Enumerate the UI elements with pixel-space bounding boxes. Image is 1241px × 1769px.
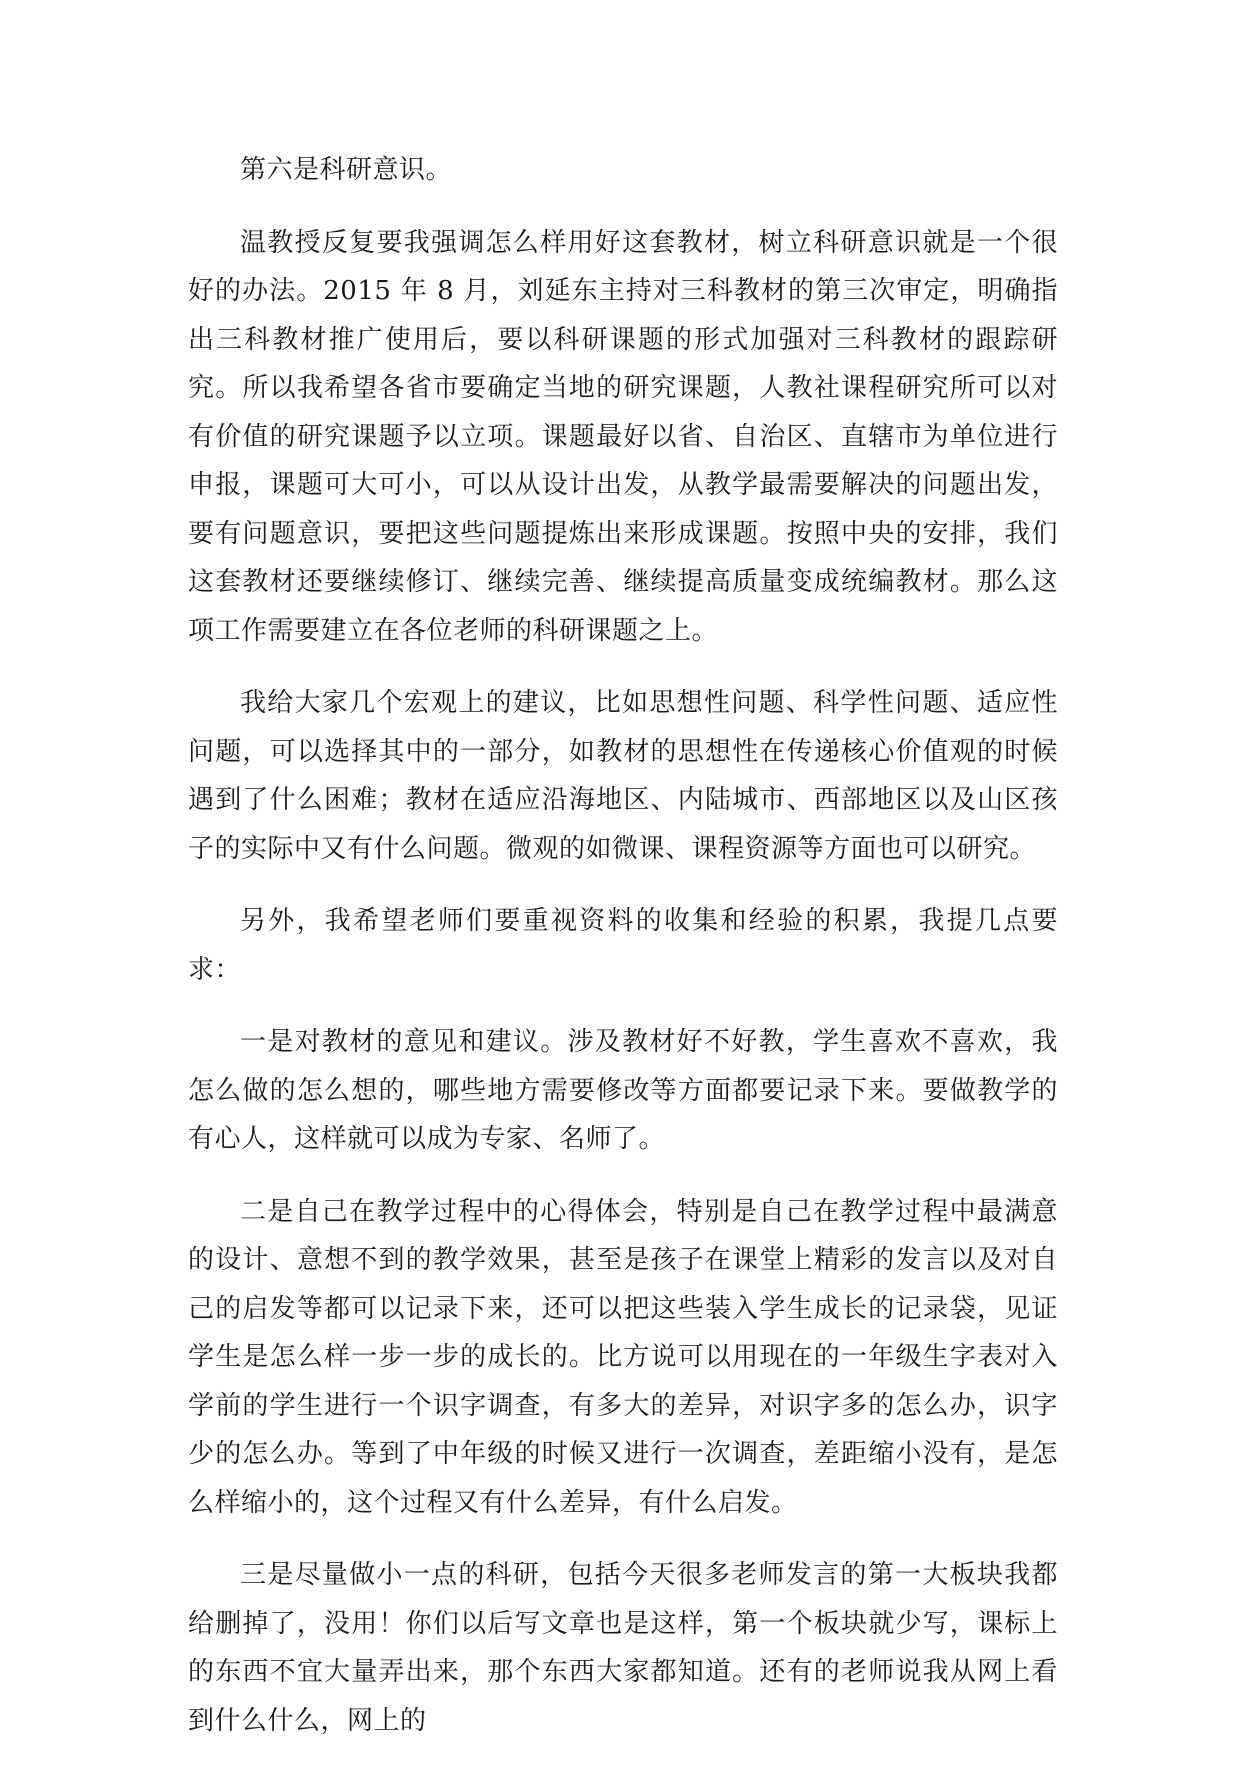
paragraph: 二是自己在教学过程中的心得体会，特别是自己在教学过程中最满意的设计、意想不到的教学效果，甚至是孩子在课堂上精彩的发言以及对自己的启发等都可以记录下来，还可以把这些装入学生成长的记录袋，见证学生是怎么样一步一步的成长的。比方说可以用现在的一年级生字表对入学前的学生进行一个识字调查，有多大的差异，对识字多的怎么办，识字少的怎么办。等到了中年级的时候又进行一次调查，差距缩小没有，是怎么样缩小的，这个过程又有什么差异，有什么启发。 bbox=[188, 1196, 1058, 1518]
paragraph-heading: 第六是科研意识。 bbox=[240, 155, 453, 185]
paragraph: 温教授反复要我强调怎么样用好这套教材，树立科研意识就是一个很好的办法。2015 年 8 月，刘延东主持对三科教材的第三次审定，明确指出三科教材推广使用后，要以科研课题的形式加强对三科教材的跟踪研究。所以我希望各省市要确定当地的研究课题，人教社课程研究所可以对有价值的研究课题予以立项。课题最好以省、自治区、直辖市为单位进行申报，课题可大可小，可以从设计出发，从教学最需要解决的问题出发，要有问题意识，要把这些问题提炼出来形成课题。按照中央的安排，我们这套教材还要继续修订、继续完善、继续提高质量变成统编教材。那么这项工作需要建立在各位老师的科研课题之上。 bbox=[188, 227, 1058, 646]
paragraph: 我给大家几个宏观上的建议，比如思想性问题、科学性问题、适应性问题，可以选择其中的一部分，如教材的思想性在传递核心价值观的时候遇到了什么困难；教材在适应沿海地区、内陆城市、西部地区以及山区孩子的实际中又有什么问题。微观的如微课、课程资源等方面也可以研究。 bbox=[188, 688, 1058, 864]
paragraph: 另外，我希望老师们要重视资料的收集和经验的积累，我提几点要求： bbox=[188, 906, 1058, 985]
paragraph: 三是尽量做小一点的科研，包括今天很多老师发言的第一大板块我都给删掉了，没用！你们以后写文章也是这样，第一个板块就少写，课标上的东西不宜大量弄出来，那个东西大家都知道。还有的老师说我从网上看到什么什么，网上的 bbox=[188, 1560, 1058, 1736]
paragraph: 一是对教材的意见和建议。涉及教材好不好教，学生喜欢不喜欢，我怎么做的怎么想的，哪些地方需要修改等方面都要记录下来。要做教学的有心人，这样就可以成为专家、名师了。 bbox=[188, 1027, 1058, 1154]
document-body bbox=[188, 146, 1058, 1769]
